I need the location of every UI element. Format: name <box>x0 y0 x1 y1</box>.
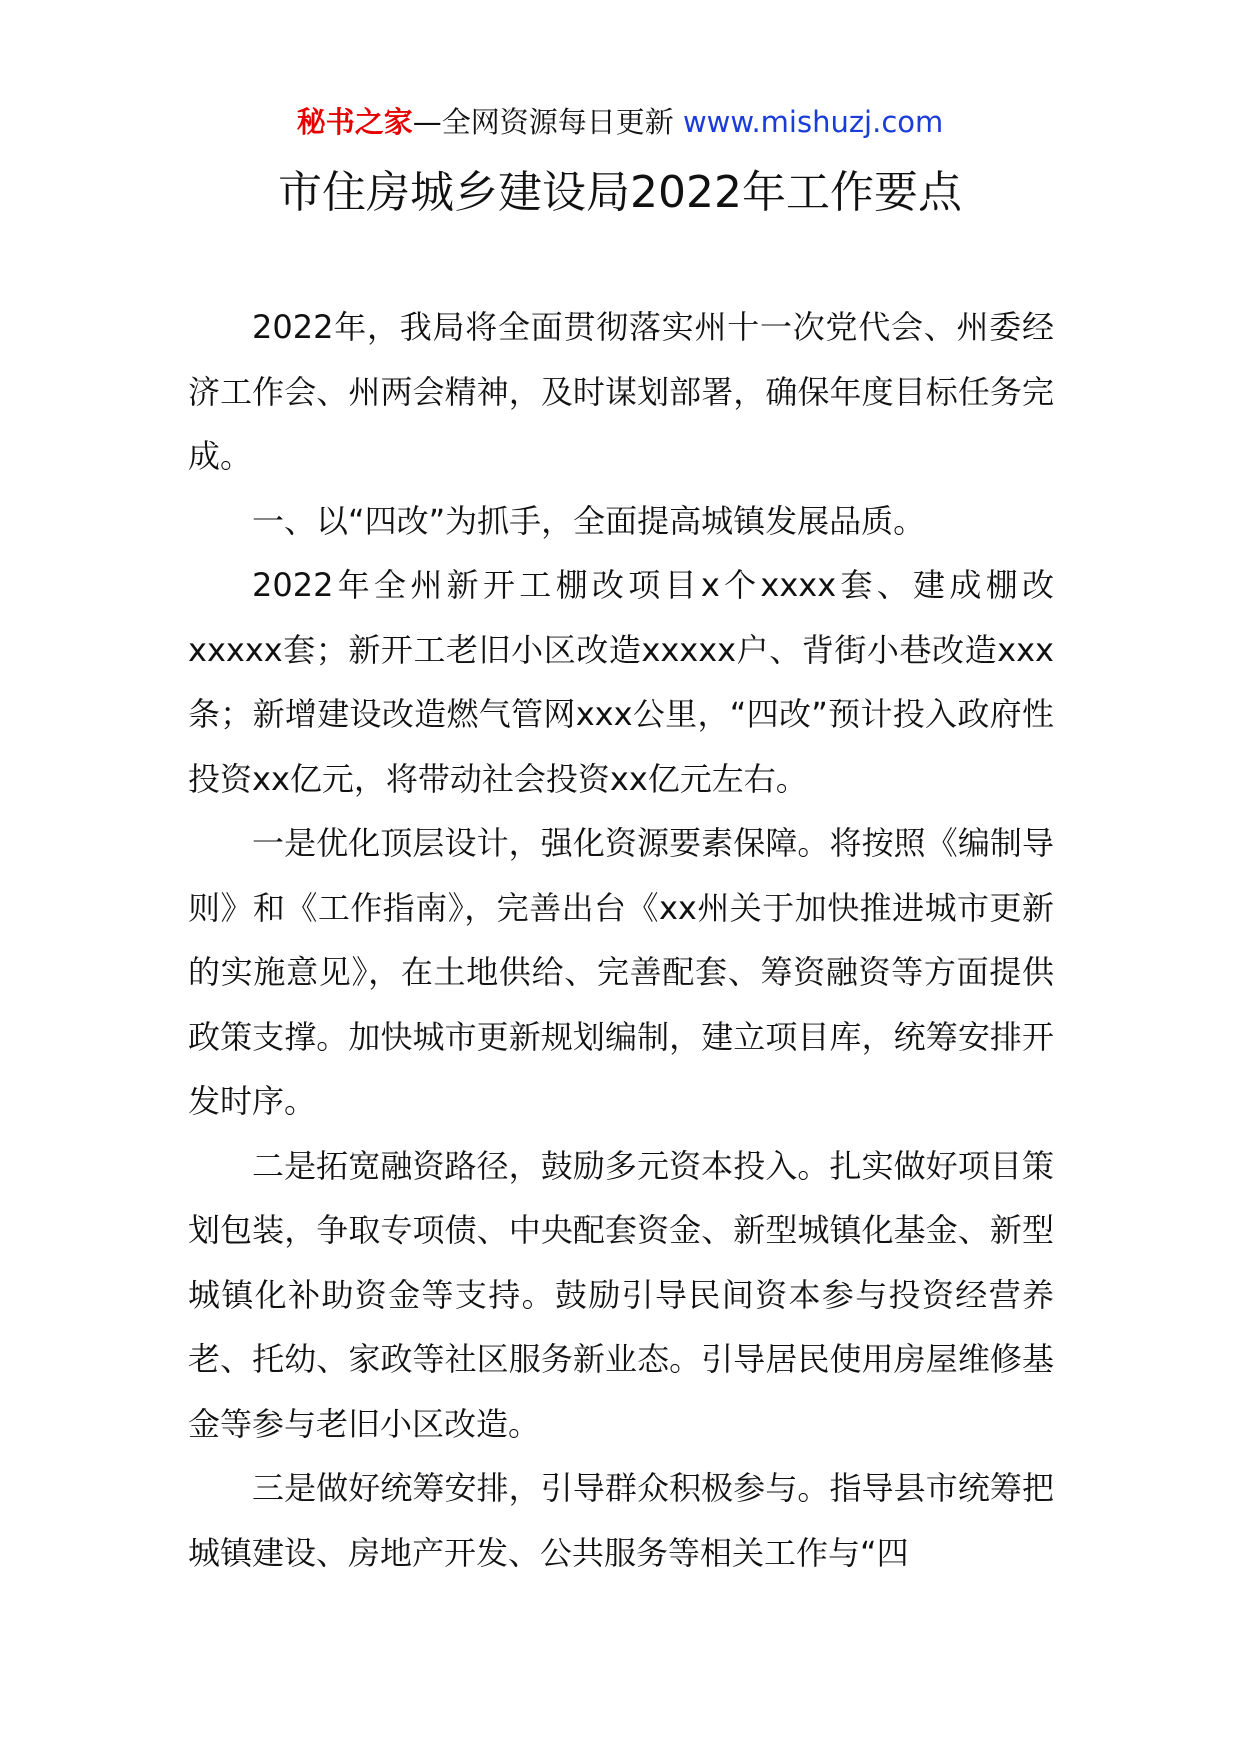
site-header <box>0 100 1240 144</box>
paragraph-point-3: 三是做好统筹安排，引导群众积极参与。指导县市统筹把城镇建设、房地产开发、公共服务等相关工作与“四 <box>188 1469 1054 1572</box>
paragraph-targets: 2022年全州新开工棚改项目x个xxxx套、建成棚改xxxxx套；新开工老旧小区改造xxxxx户、背街小巷改造xxx条；新增建设改造燃气管网xxx公里，“四改”预计投入政府性投资xx亿元，将带动社会投资xx亿元左右。 <box>188 566 1054 798</box>
paragraph-point-2: 二是拓宽融资路径，鼓励多元资本投入。扎实做好项目策划包装，争取专项债、中央配套资金、新型城镇化基金、新型城镇化补助资金等支持。鼓励引导民间资本参与投资经营养老、托幼、家政等社区服务新业态。引导居民使用房屋维修基金等参与老旧小区改造。 <box>188 1146 1054 1443</box>
site-tagline: —全网资源每日更新 <box>412 105 674 139</box>
document-body <box>188 295 1054 1585</box>
site-url-link[interactable]: www.mishuzj.com <box>682 105 944 139</box>
site-brand: 秘书之家 <box>296 105 413 139</box>
paragraph-intro: 2022年，我局将全面贯彻落实州十一次党代会、州委经济工作会、州两会精神，及时谋划部署，确保年度目标任务完成。 <box>188 308 1054 475</box>
document-title: 市住房城乡建设局2022年工作要点 <box>278 167 962 218</box>
paragraph-point-1: 一是优化顶层设计，强化资源要素保障。将按照《编制导则》和《工作指南》，完善出台《xx州关于加快推进城市更新的实施意见》，在土地供给、完善配套、筹资融资等方面提供政策支撑。加快城市更新规划编制，建立项目库，统筹安排开发时序。 <box>188 824 1054 1120</box>
section-heading-1: 一、以“四改”为抓手，全面提高城镇发展品质。 <box>252 501 926 540</box>
